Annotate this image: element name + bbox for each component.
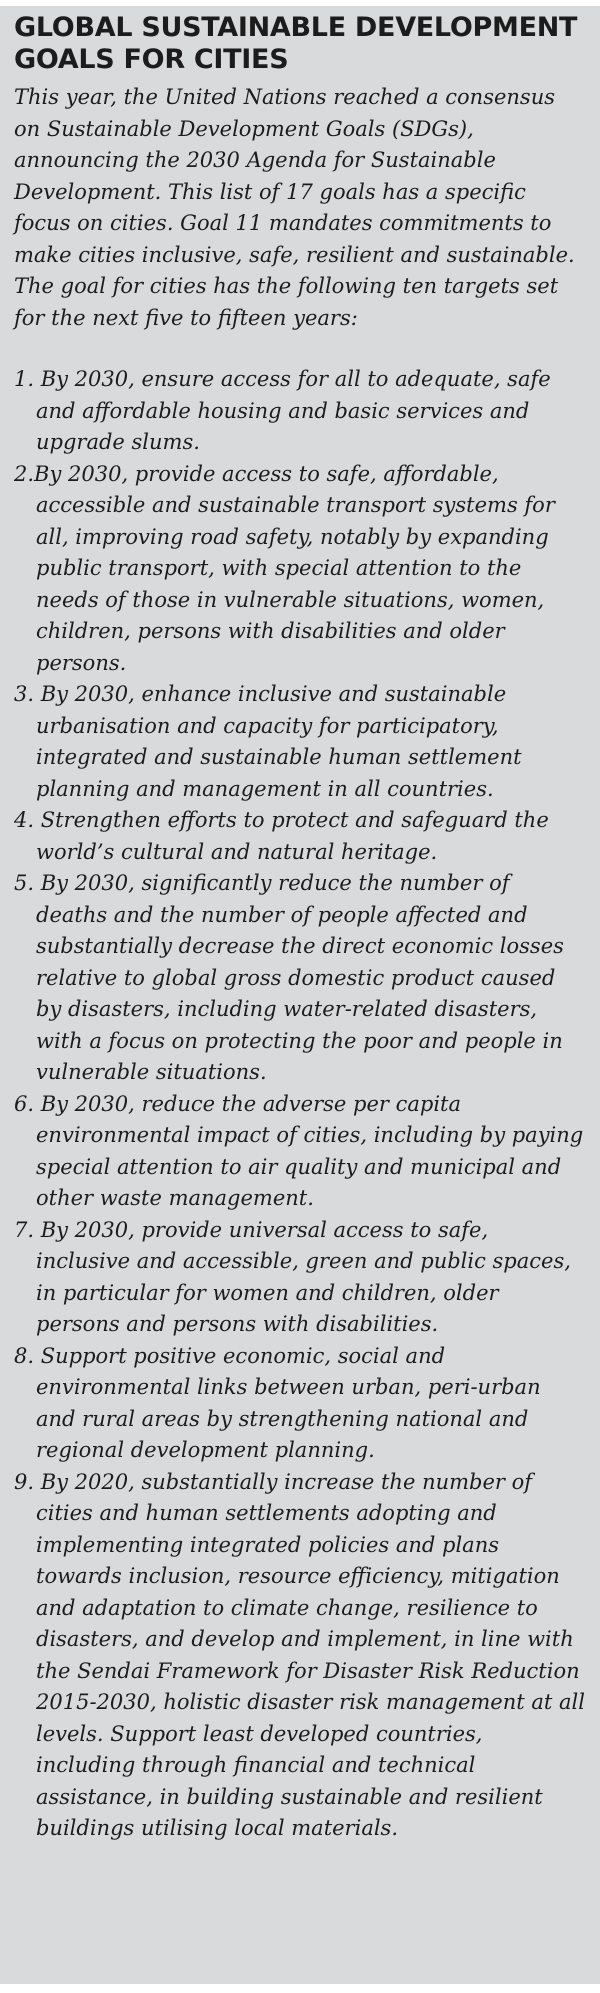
target-item-1: 1. By 2030, ensure access for all to adequate, safe and affordable housing and basic services and upgrade slums. bbox=[14, 367, 551, 454]
target-item-8: 8. Support positive economic, social and environmental links between urban, peri-urban and rural areas by strengthening national and regional development planning. bbox=[14, 1343, 541, 1462]
target-item-2: 2.By 2030, provide access to safe, affordable, accessible and sustainable transport systems for all, improving road safety, notably by expanding public transport, with special attention to the needs of those in vulnerable situations, women, children, persons with disabilities and older persons. bbox=[14, 461, 555, 675]
target-item-7: 7. By 2030, provide universal access to safe, inclusive and accessible, green and public spaces, in particular for women and children, older persons and persons with disabilities. bbox=[14, 1217, 571, 1336]
paragraph-spacer bbox=[14, 334, 586, 364]
sdg-sidebar-box bbox=[0, 6, 600, 1984]
target-item-3: 3. By 2030, enhance inclusive and sustainable urbanisation and capacity for participatory, integrated and sustainable human settlement planning and management in all countries. bbox=[14, 682, 522, 801]
target-item-5: 5. By 2030, significantly reduce the number of deaths and the number of people affected and substantially decrease the direct economic losses relative to global gross domestic product caused by disasters, including water-related disasters, with a focus on protecting the poor and people in vulnerable situations. bbox=[14, 871, 564, 1084]
box-title: GLOBAL SUSTAINABLE DEVELOPMENT GOALS FOR CITIES bbox=[14, 12, 578, 75]
target-item-9: 9. By 2020, substantially increase the number of cities and human settlements adopting and implementing integrated policies and plans towards inclusion, resource efficiency, mitigation and adaptation to climate change, resilience to disasters, and develop and implement, in line with the Sendai Framework for Disaster Risk Reduction 2015-2030, holistic disaster risk management at all levels. Support least developed countries, including through financial and technical assistance, in building sustainable and resilient buildings utilising local materials. bbox=[14, 1469, 585, 1840]
targets-list bbox=[14, 364, 586, 1845]
target-item-4: 4. Strengthen efforts to protect and safeguard the world’s cultural and natural heritage. bbox=[14, 808, 549, 864]
box-intro-paragraph: This year, the United Nations reached a consensus on Sustainable Development Goals (SDGs), announcing the 2030 Agenda for Sustainable Development. This list of 17 goals has a specific focus on cities. Goal 11 mandates commitments to make cities inclusive, safe, resilient and sustainable. The goal for cities has the following ten targets set for the next five to fifteen years: bbox=[14, 85, 575, 330]
target-item-6: 6. By 2030, reduce the adverse per capita environmental impact of cities, including by paying special attention to air quality and municipal and other waste management. bbox=[14, 1091, 584, 1210]
